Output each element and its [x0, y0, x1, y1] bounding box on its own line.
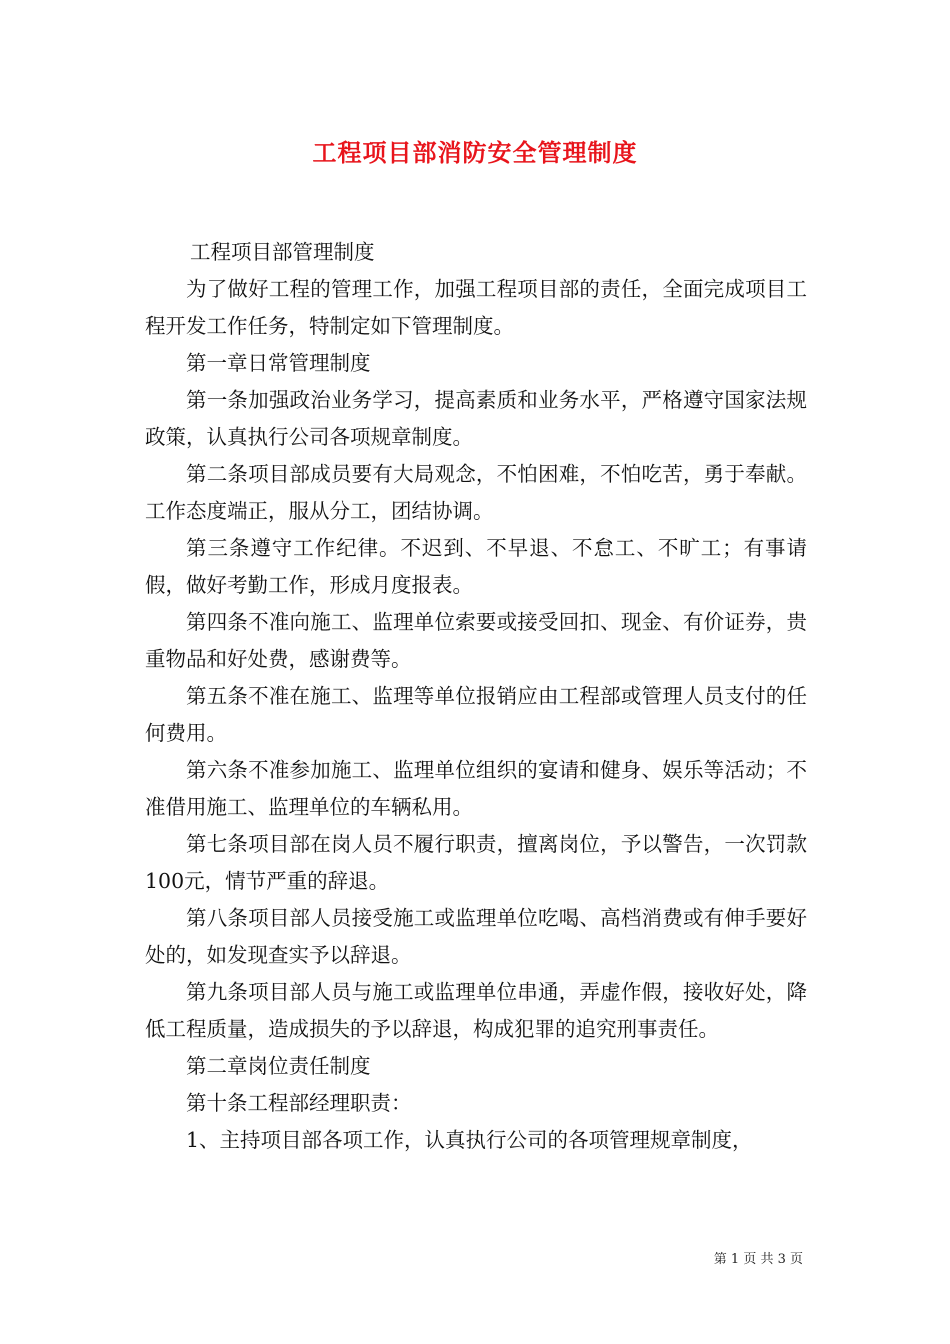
paragraph: 第五条不准在施工、监理等单位报销应由工程部或管理人员支付的任何费用。 [145, 684, 807, 745]
page-title: 工程项目部消防安全管理制度 [312, 139, 638, 167]
paragraph: 第三条遵守工作纪律。不迟到、不早退、不怠工、不旷工；有事请假，做好考勤工作，形成月度报表。 [145, 536, 807, 597]
paragraph: 第六条不准参加施工、监理单位组织的宴请和健身、娱乐等活动；不准借用施工、监理单位的车辆私用。 [145, 758, 807, 819]
paragraph: 第九条项目部人员与施工或监理单位串通，弄虚作假，接收好处，降低工程质量，造成损失的予以辞退，构成犯罪的追究刑事责任。 [145, 980, 807, 1041]
chapter-heading: 第一章日常管理制度 [186, 351, 371, 375]
page-number: 第 1 页 共 3 页 [713, 1252, 803, 1267]
chapter-heading: 第二章岗位责任制度 [186, 1054, 371, 1078]
paragraph: 第四条不准向施工、监理单位索要或接受回扣、现金、有价证券，贵重物品和好处费，感谢费等。 [145, 610, 807, 671]
paragraph: 第七条项目部在岗人员不履行职责，擅离岗位，予以警告，一次罚款100元，情节严重的辞退。 [145, 832, 807, 893]
paragraph: 第一条加强政治业务学习，提高素质和业务水平，严格遵守国家法规政策，认真执行公司各项规章制度。 [145, 388, 807, 449]
document-body [145, 234, 807, 1159]
paragraph: 第二条项目部成员要有大局观念，不怕困难，不怕吃苦，勇于奉献。工作态度端正，服从分工，团结协调。 [145, 462, 807, 523]
paragraph: 第十条工程部经理职责： [186, 1091, 412, 1115]
paragraph: 第八条项目部人员接受施工或监理单位吃喝、高档消费或有伸手要好处的，如发现查实予以辞退。 [145, 906, 807, 967]
paragraph: 1、主持项目部各项工作，认真执行公司的各项管理规章制度， [186, 1128, 753, 1152]
paragraph: 工程项目部管理制度 [190, 240, 375, 264]
paragraph: 为了做好工程的管理工作，加强工程项目部的责任，全面完成项目工程开发工作任务，特制定如下管理制度。 [145, 277, 807, 338]
